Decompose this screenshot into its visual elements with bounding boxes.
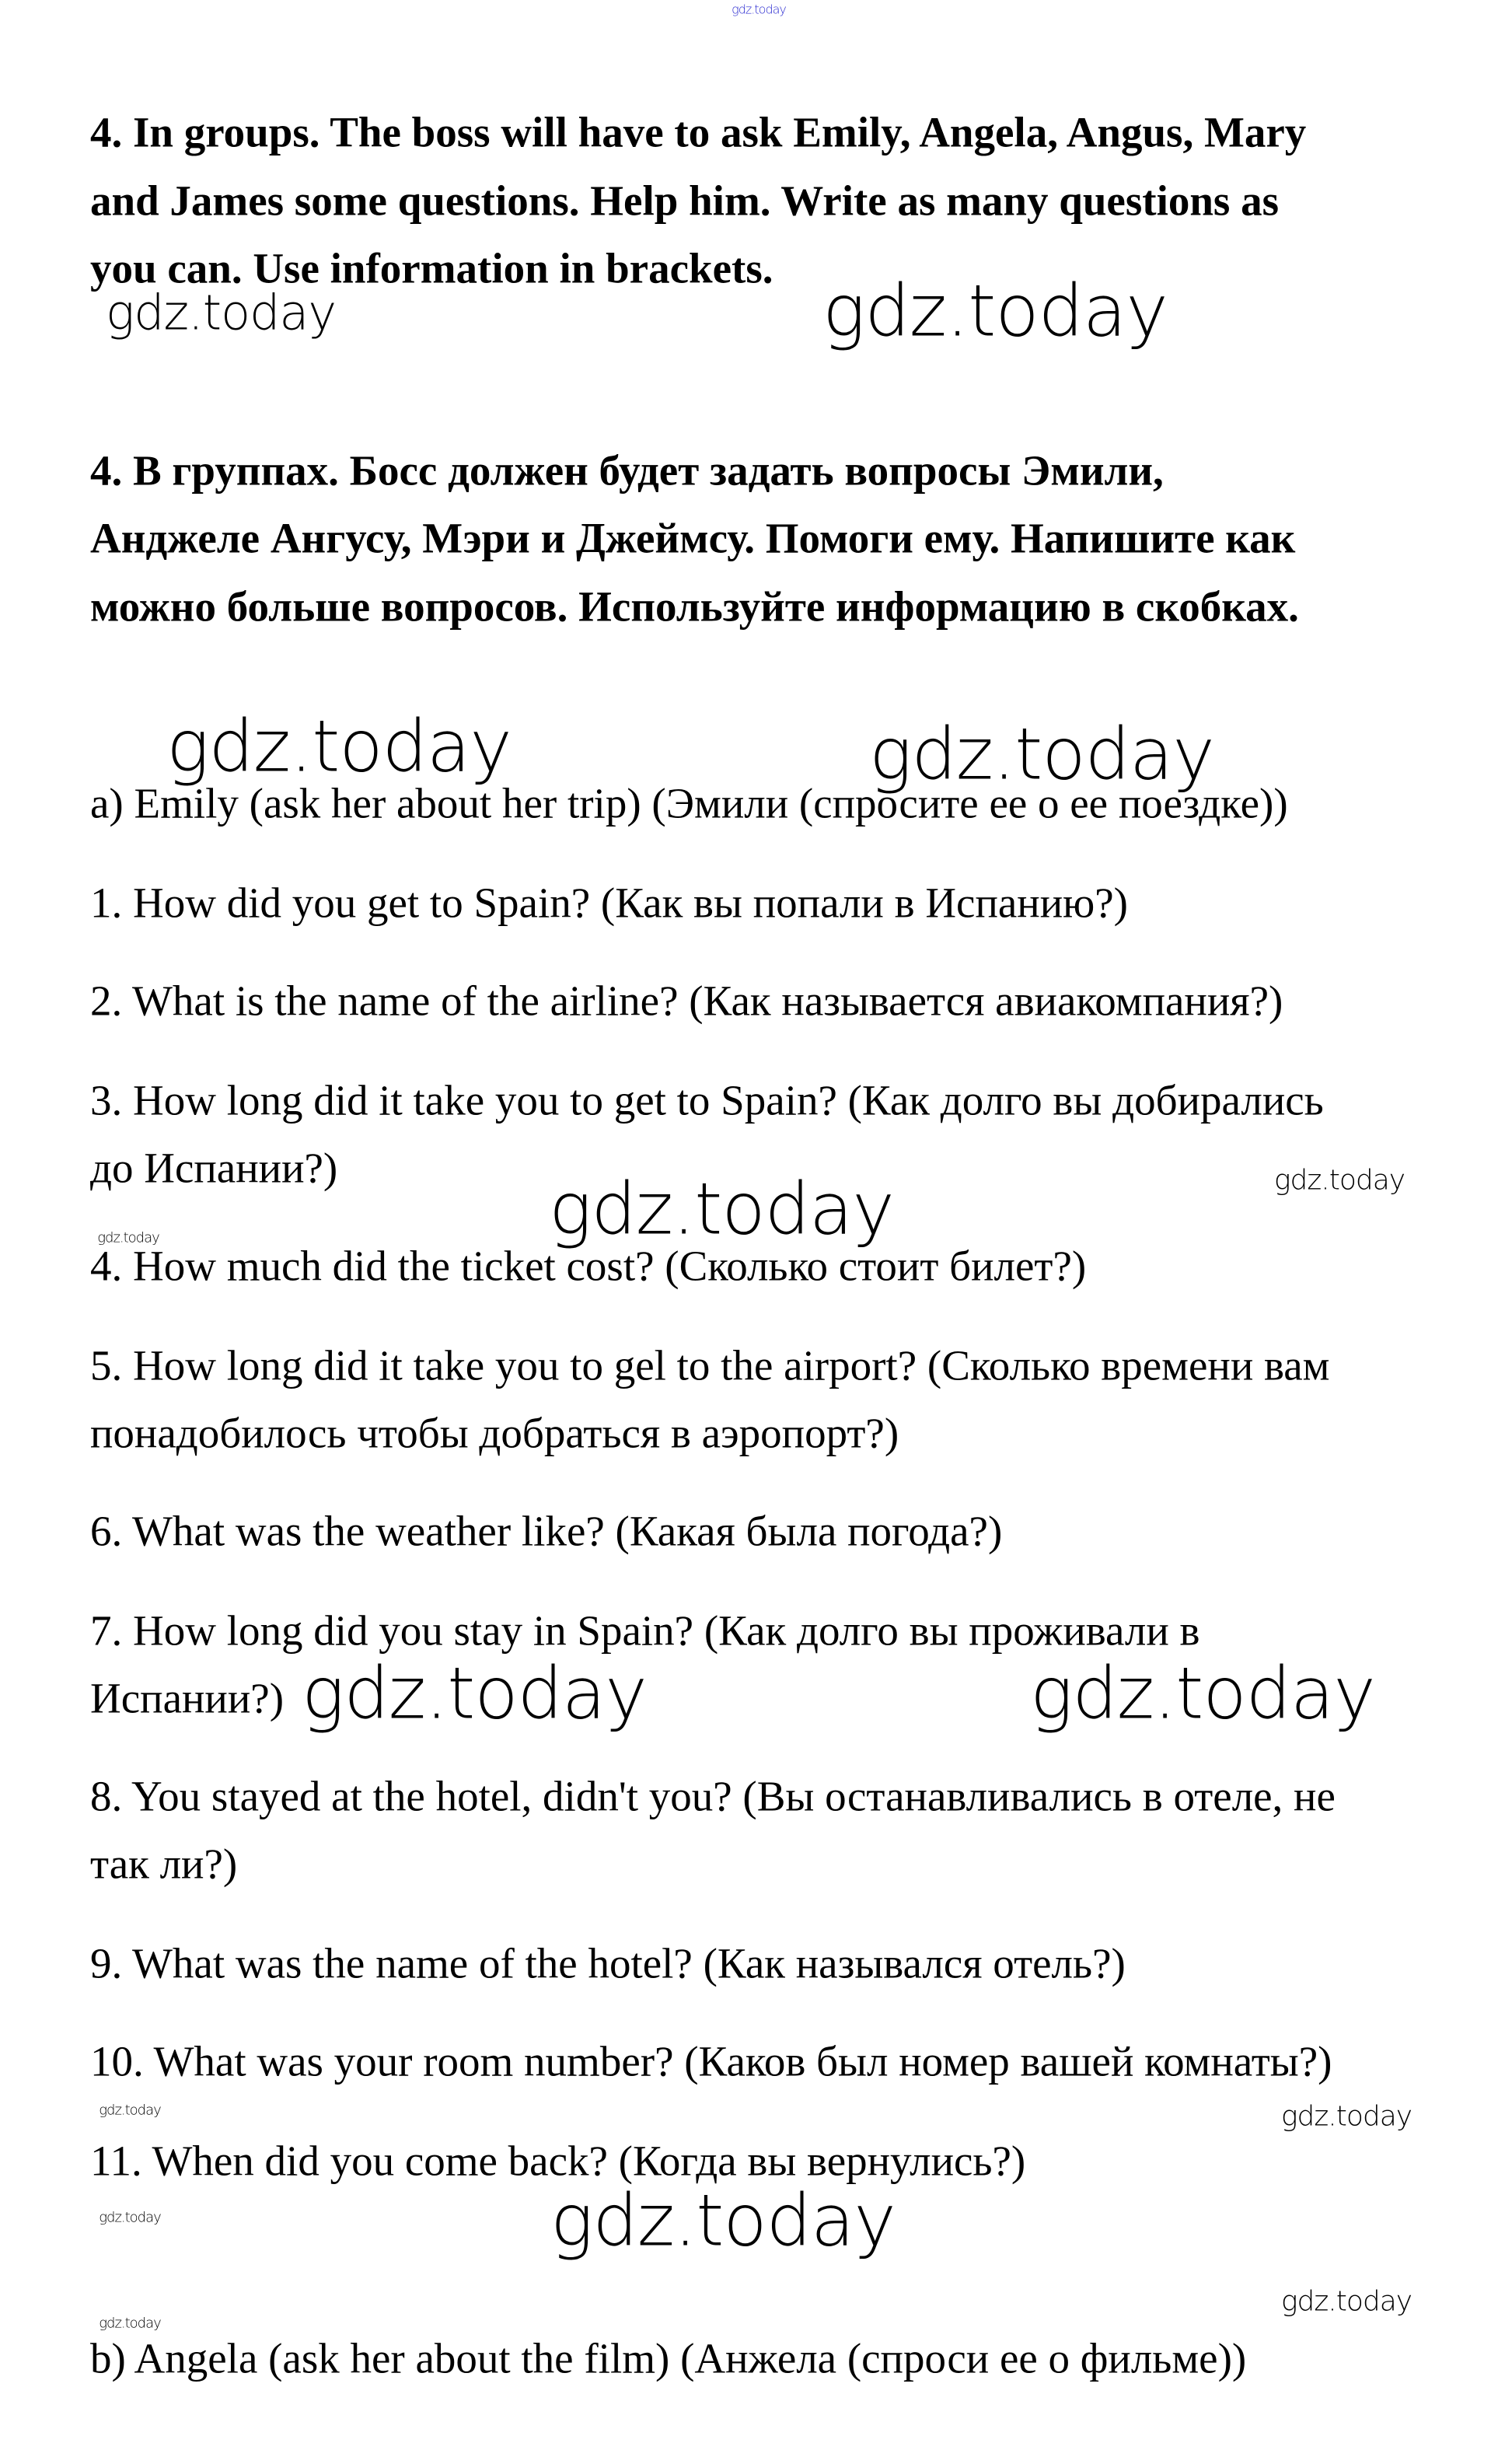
question-item: 6. What was the weather like? (Какая была погода?) <box>90 1507 1003 1555</box>
question-item: 1. How did you get to Spain? (Как вы попали в Испанию?) <box>90 879 1128 927</box>
watermark: gdz.today <box>302 1651 647 1735</box>
watermark: gdz.today <box>549 1167 894 1251</box>
watermark: gdz.today <box>97 1229 159 1246</box>
question-item: 2. What is the name of the airline? (Как называется авиакомпания?) <box>90 977 1283 1025</box>
watermark: gdz.today <box>1030 1651 1375 1735</box>
question-item: 11. When did you come back? (Когда вы вернулись?) <box>90 2137 1026 2185</box>
task-ru-line: можно больше вопросов. Используйте информацию в скобках. <box>90 582 1299 631</box>
watermark: gdz.today <box>105 284 337 341</box>
watermark: gdz.today <box>99 2315 161 2332</box>
watermark: gdz.today <box>869 712 1214 796</box>
top-watermark: gdz.today <box>732 2 786 17</box>
question-item-cont: до Испании?) <box>90 1144 338 1192</box>
section-a-heading: a) Emily (ask her about her trip) (Эмили (спросите ее о ее поездке)) <box>90 779 1288 827</box>
watermark: gdz.today <box>1273 1164 1405 1197</box>
watermark: gdz.today <box>822 269 1168 353</box>
watermark: gdz.today <box>1280 2285 1412 2318</box>
task-en-line: 4. In groups. The boss will have to ask Emily, Angela, Angus, Mary <box>90 108 1307 156</box>
watermark: gdz.today <box>166 704 512 788</box>
question-item: 9. What was the name of the hotel? (Как назывался отель?) <box>90 1939 1126 1987</box>
question-item: 4. How much did the ticket cost? (Сколько стоит билет?) <box>90 1242 1087 1290</box>
question-item: 7. How long did you stay in Spain? (Как долго вы проживали в <box>90 1606 1200 1655</box>
question-item-cont: понадобилось чтобы добраться в аэропорт?) <box>90 1409 899 1457</box>
watermark: gdz.today <box>1280 2100 1412 2133</box>
section-b-heading: b) Angela (ask her about the film) (Анжела (спроси ее о фильме)) <box>90 2334 1247 2382</box>
question-item-cont: так ли?) <box>90 1840 238 1888</box>
watermark: gdz.today <box>99 2102 161 2119</box>
task-en-line: you can. Use information in brackets. <box>90 244 773 292</box>
task-ru-line: Анджеле Ангусу, Мэри и Джеймсу. Помоги ему. Напишите как <box>90 514 1296 562</box>
question-item: 3. How long did it take you to get to Spain? (Как долго вы добирались <box>90 1076 1324 1124</box>
question-item: 8. You stayed at the hotel, didn't you? (Вы останавливались в отеле, не <box>90 1772 1336 1820</box>
task-ru-line: 4. В группах. Босс должен будет задать вопросы Эмили, <box>90 446 1164 495</box>
watermark: gdz.today <box>99 2209 161 2226</box>
task-en-line: and James some questions. Help him. Write as many questions as <box>90 176 1279 225</box>
question-item-cont: Испании?) <box>90 1674 285 1722</box>
question-item: 5. How long did it take you to gel to the airport? (Сколько времени вам <box>90 1341 1330 1389</box>
watermark: gdz.today <box>550 2179 896 2263</box>
question-item: 10. What was your room number? (Каков был номер вашей комнаты?) <box>90 2037 1332 2085</box>
